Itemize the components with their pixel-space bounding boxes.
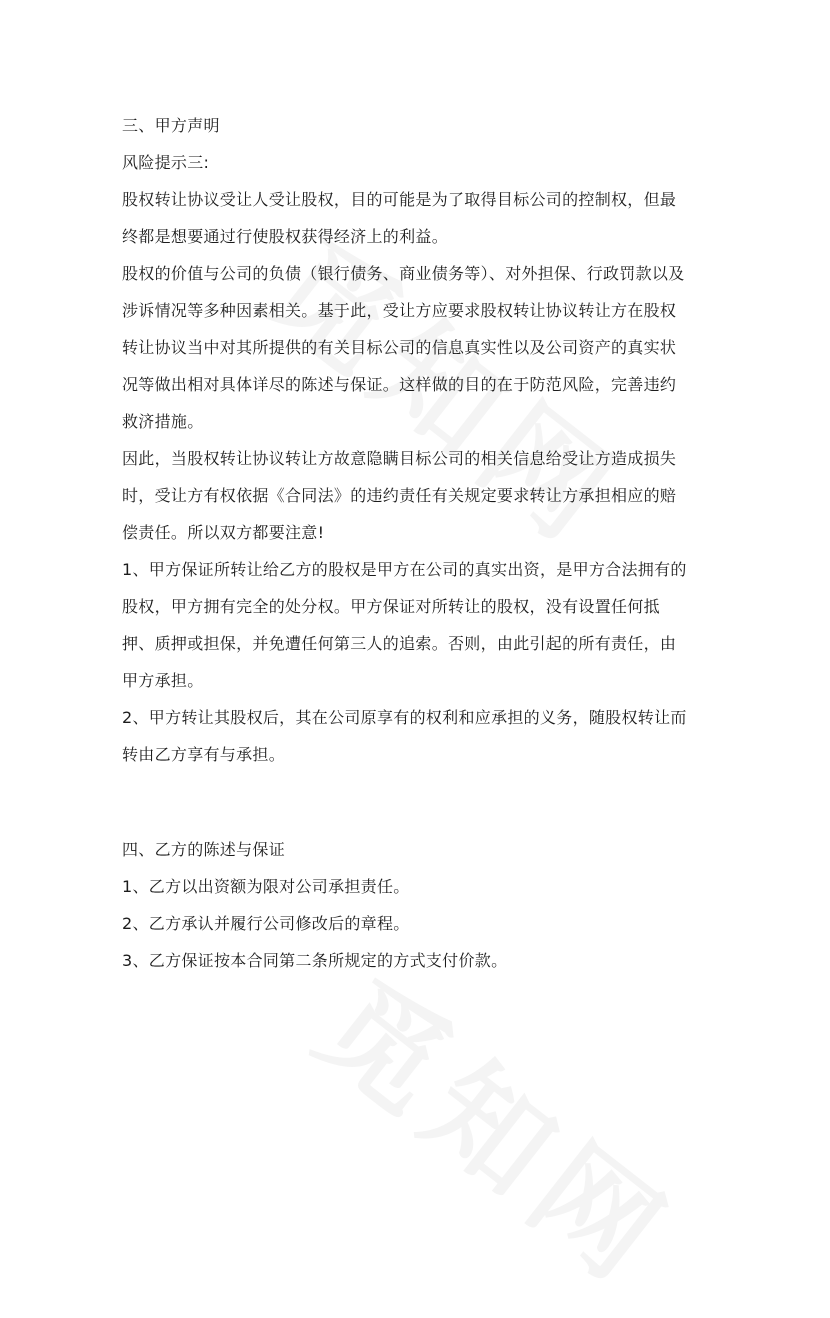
paragraph-line: 押、质押或担保，并免遭任何第三人的追索。否则，由此引起的所有责任，由 [122,634,677,653]
paragraph-line: 涉诉情况等多种因素相关。基于此，受让方应要求股权转让协议转让方在股权 [122,301,677,320]
paragraph-line: 转由乙方享有与承担。 [122,745,286,764]
section-spacer [122,773,722,831]
section-party-a-statement [122,107,722,773]
clause-2 [122,699,722,773]
clause-1 [122,551,722,699]
watermark-bottom [290,934,713,1317]
paragraph-line: 股权转让协议受让人受让股权，目的可能是为了取得目标公司的控制权，但最 [122,190,677,209]
section-heading: 四、乙方的陈述与保证 [122,840,286,859]
paragraph [122,255,722,440]
paragraph-line: 因此，当股权转让协议转让方故意隐瞒目标公司的相关信息给受让方造成损失 [122,449,677,468]
paragraph-line: 甲方承担。 [122,671,204,690]
section-heading: 三、甲方声明 [122,116,220,135]
paragraph-line: 救济措施。 [122,412,204,431]
list-item: 2、乙方承认并履行公司修改后的章程。 [122,914,410,933]
paragraph [122,440,722,551]
paragraph-line: 转让协议当中对其所提供的有关目标公司的信息真实性以及公司资产的真实状 [122,338,677,357]
paragraph-line: 终都是想要通过行使股权获得经济上的利益。 [122,227,449,246]
paragraph-line: 偿责任。所以双方都要注意! [122,523,325,542]
paragraph-line: 2、甲方转让其股权后，其在公司原享有的权利和应承担的义务，随股权转让而 [122,708,687,727]
paragraph [122,181,722,255]
paragraph-line: 股权，甲方拥有完全的处分权。甲方保证对所转让的股权，没有设置任何抵 [122,597,660,616]
paragraph-line: 况等做出相对具体详尽的陈述与保证。这样做的目的在于防范风险，完善违约 [122,375,677,394]
paragraph-line: 股权的价值与公司的负债（银行债务、商业债务等）、对外担保、行政罚款以及 [122,264,685,283]
section-party-b-representations [122,831,722,979]
risk-title: 风险提示三: [122,153,210,172]
paragraph-line: 1、甲方保证所转让给乙方的股权是甲方在公司的真实出资，是甲方合法拥有的 [122,560,687,579]
list-item: 1、乙方以出资额为限对公司承担责任。 [122,877,410,896]
paragraph-line: 时，受让方有权依据《合同法》的违约责任有关规定要求转让方承担相应的赔 [122,486,677,505]
list-item: 3、乙方保证按本合同第二条所规定的方式支付价款。 [122,951,508,970]
document-body [122,107,722,979]
